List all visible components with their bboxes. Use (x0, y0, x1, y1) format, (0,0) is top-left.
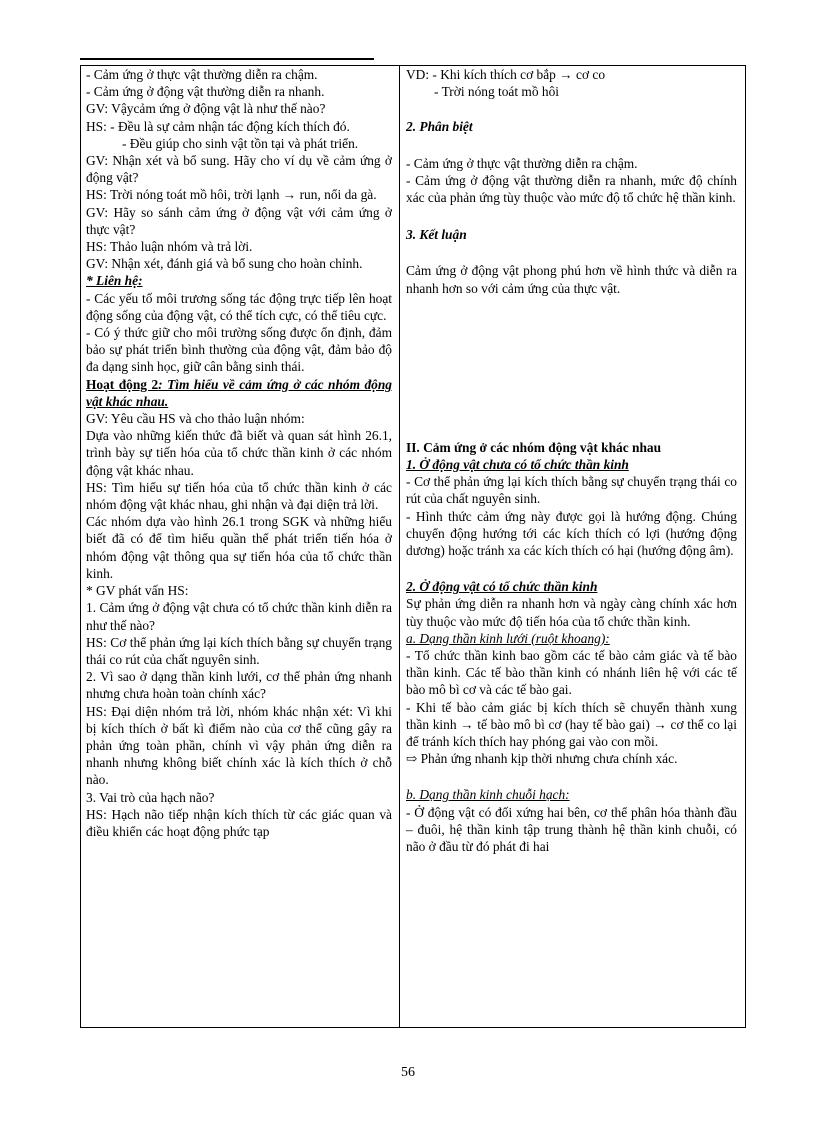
text-line: - Hình thức cảm ứng này được gọi là hướng động. Chúng chuyển động hướng tới các kích thích có lợi (hướng động dương) hoặc tránh xa các kích thích có hại (hướng động âm). (406, 508, 737, 559)
section-label-lien-he: * Liên hệ: (86, 273, 143, 289)
column-divider (399, 66, 400, 1027)
subsection-heading: b. Dạng thần kinh chuỗi hạch: (406, 787, 570, 803)
text-span: tế bào mô bì cơ (hay tế bào gai) (477, 716, 650, 732)
arrow-icon: → (653, 716, 667, 732)
arrow-icon: → (460, 716, 474, 732)
text-line: HS: Thảo luận nhóm và trả lời. (86, 239, 253, 255)
arrow-icon: → (282, 187, 297, 203)
hand-arrow-icon: ⇨ (406, 751, 418, 767)
teacher-student-activity-column (86, 66, 392, 840)
subsection-heading: 2. Ở động vật có tổ chức thần kinh (406, 579, 598, 595)
text-line: GV: Vậycảm ứng ở động vật là như thế nào? (86, 101, 326, 117)
spacer (406, 136, 737, 155)
text-line: - Cảm ứng ở thực vật thường diễn ra chậm. (406, 155, 638, 171)
header-rule (80, 58, 374, 60)
text-line: Dựa vào những kiến thức đã biết và quan sát hình 26.1, trình bày sự tiến hóa của tổ chức thần kinh ở các nhóm động vật khác nhau. (86, 428, 392, 478)
subsection-heading: 1. Ở động vật chưa có tổ chức thần kinh (406, 457, 629, 473)
activity-heading (86, 376, 392, 410)
text-line: - Có ý thức giữ cho môi trường sống được ổn định, đảm bảo sự phát triển bình thường của động vật, đảm bảo độ đa dạng sinh học, giữ cân bằng sinh thái. (86, 325, 392, 375)
spacer (406, 559, 737, 578)
section-heading: II. Cảm ứng ở các nhóm động vật khác nhau (406, 439, 662, 455)
text-line: 2. Vì sao ở dạng thần kinh lưới, cơ thể phản ứng nhanh nhưng chưa hoàn toàn chính xác? (86, 669, 392, 702)
text-line (406, 750, 737, 767)
text-span: VD: - Khi kích thích cơ bắp (406, 67, 556, 82)
text-line: HS: - Đều là sự cảm nhận tác động kích thích đó. (86, 118, 350, 134)
spacer (406, 243, 737, 262)
text-line: - Cảm ứng ở động vật thường diễn ra nhanh. (86, 84, 325, 100)
spacer (406, 767, 737, 786)
text-span: Phản ứng nhanh kịp thời nhưng chưa chính xác. (420, 751, 678, 767)
activity-title: : Tìm hiểu về cảm ứng ở các nhóm động vật khác nhau. (86, 376, 392, 409)
text-line: - Cảm ứng ở thực vật thường diễn ra chậm. (86, 67, 318, 82)
arrow-icon: → (559, 67, 573, 82)
subsection-heading: a. Dạng thần kinh lưới (ruột khoang): (406, 630, 610, 646)
text-span: - Khi tế bào cảm giác bị kích thích sẽ chuyển thành xung thần kinh (406, 699, 737, 732)
spacer (406, 100, 737, 118)
text-line: 3. Vai trò của hạch não? (86, 789, 215, 805)
text-line: GV: Hãy so sánh cảm ứng ở động vật với cảm ứng ở thực vật? (86, 204, 392, 237)
text-line: * GV phát vấn HS: (86, 583, 189, 599)
text-span: run, nổi da gà. (299, 187, 377, 203)
text-line: 1. Cảm ứng ở động vật chưa có tổ chức thần kinh diễn ra như thế nào? (86, 600, 392, 633)
text-line: GV: Nhận xét, đánh giá và bổ sung cho hoàn chỉnh. (86, 256, 363, 272)
text-line: GV: Nhận xét và bổ sung. Hãy cho ví dụ về cảm ứng ở động vật? (86, 153, 392, 186)
text-line: - Trời nóng toát mồ hôi (434, 84, 560, 100)
text-line: - Các yếu tố môi trương sống tác động trực tiếp lên hoạt động sống của động vật, có thể tích cực, có thể tiêu cực. (86, 290, 392, 323)
section-heading: 3. Kết luận (406, 227, 467, 243)
text-line: - Đều giúp cho sinh vật tồn tại và phát triển. (122, 135, 359, 151)
text-line: - Cơ thể phản ứng lại kích thích bằng sự chuyển trạng thái co rút của chất nguyên sinh. (406, 474, 737, 507)
content-column (406, 66, 737, 855)
spacer (406, 297, 737, 439)
text-line: HS: Tìm hiểu sự tiến hóa của tổ chức thần kinh ở các nhóm động vật khác nhau, ghi nhận và đại diện trả lời. (86, 479, 392, 513)
section-heading: 2. Phân biệt (406, 119, 473, 135)
text-span: cơ co (576, 67, 606, 82)
text-line: GV: Yêu cầu HS và cho thảo luận nhóm: (86, 411, 305, 427)
text-line (86, 186, 392, 203)
text-line: - Ở động vật có đối xứng hai bên, cơ thể phân hóa thành đầu – đuôi, hệ thần kinh tập trung thành hệ thần kinh chuỗi, có não ở đầu từ đó phát đi hai (406, 804, 737, 855)
text-span: HS: Trời nóng toát mồ hôi, trời lạnh (86, 187, 280, 203)
page-number: 56 (401, 1065, 415, 1080)
text-line: Các nhóm dựa vào hình 26.1 trong SGK và những hiểu biết đã có để tìm hiểu quần thể phát triển tiến hóa ở nhóm động vật thông qua sự tiến hóa của tổ chức thần kinh. (86, 514, 392, 581)
text-line: HS: Hạch não tiếp nhận kích thích từ các giác quan và điều khiển các hoạt động phức tạp (86, 806, 392, 839)
text-line: Sự phản ứng diễn ra nhanh hơn và ngày càng chính xác hơn tùy thuộc vào mức độ tiến hóa của tổ chức thần kinh. (406, 596, 737, 629)
text-line: - Tổ chức thần kinh bao gồm các tế bào cảm giác và tế bào thần kinh. Các tế bào thần kinh có nhánh liên hệ với các tế bào mô bì cơ và các tế bào gai. (406, 648, 737, 698)
text-line (406, 66, 737, 83)
text-line: - Cảm ứng ở động vật thường diễn ra nhanh, mức độ chính xác của phản ứng tùy thuộc vào mức độ tổ chức hệ thần kinh. (406, 172, 737, 206)
text-span: cơ thể co lại để tránh kích thích hay phóng gai vào con mồi. (406, 716, 737, 750)
activity-number: Hoạt động 2 (86, 376, 159, 392)
text-line (406, 699, 737, 751)
lesson-table (80, 65, 746, 1028)
text-line: Cảm ứng ở động vật phong phú hơn về hình thức và diễn ra nhanh hơn so với cảm ứng của thực vật. (406, 263, 737, 296)
spacer (406, 206, 737, 226)
text-line: HS: Cơ thể phản ứng lại kích thích bằng sự chuyển trạng thái co rút của chất nguyên sinh. (86, 634, 392, 667)
text-line: HS: Đại diện nhóm trả lời, nhóm khác nhận xét: Vì khi bị kích thích ở bất kì điểm nào của cơ thể cũng gây ra phản ứng toàn phần, chính vì vậy phản ứng diễn ra nhanh nhưng không biết chính xác là kích thích ở chỗ nào. (86, 703, 392, 788)
